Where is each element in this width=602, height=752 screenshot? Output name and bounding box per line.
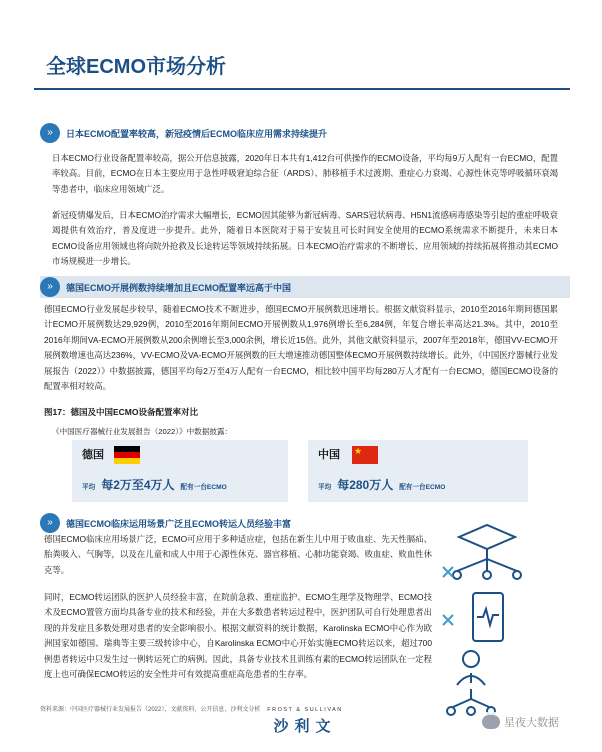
tablet-ecg-icon [473,593,503,641]
paragraph-japan-1: 日本ECMO行业设备配置率较高，据公开信息披露，2020年日本共有1,412台可供操作的ECMO设备，平均每9万人配有一台ECMO，配置率较高。目前，ECMO在日本主要应用于急性呼吸窘迫综合征（ARDS）、肺移植手术过渡期、重症心力衰竭、心源性休克等呼吸循环衰竭等患者中，临床应用领域广泛。 [52,153,558,194]
section-title: 日本ECMO配置率较高，新冠疫情后ECMO临床应用需求持续提升 [66,128,328,139]
x-mark-icon [443,567,453,577]
chevron-badge-icon: » [40,123,60,143]
section-heading-germany [40,276,570,298]
section-heading-transport [40,512,420,534]
source-note: 资料来源：中国医疗器械行业发展报告（2022），文献资料，公开信息，沙利文分析 [40,707,261,713]
country-name: 德国 [82,449,104,461]
watermark [478,712,563,732]
graduation-network-icon [453,525,521,579]
figure-subtitle: 《中国医疗器械行业发展报告（2022）》中数据披露： [52,427,233,436]
germany-flag-icon [114,446,140,464]
country-name: 中国 [318,449,340,461]
title-divider [34,88,570,90]
brand-en: FROST & SULLIVAN [267,707,343,713]
paragraph-transport-2: 同时，ECMO转运团队的医护人员经验丰富，在院前急救、重症监护、ECMO生理学及物理学、ECMO技术及ECMO置管方面均具备专业的技术和经验，并在大多数患者转运过程中，医护团队可自行处理患者出现的并发症且多数处理对患者的安全影响很小。根据文献资料的统计数据，Karolinska ECMO中心作为欧洲国家如德国、瑞典等主要三级转诊中心，自Karolinska ECMO中心开始实施ECMO转运以来，超过700例患者转运中只发生过一例转运死亡的病例。因此，具备专业技术且训练有素的ECMO转运团队在一定程度上也可确保ECMO转运的安全性并可有效提高重症高危患者的生存率。 [44,592,432,680]
figure-title: 图17：德国及中国ECMO设备配置率对比 [44,407,198,417]
paragraph-germany-1: 德国ECMO行业发展起步较早，随着ECMO技术不断进步，德国ECMO开展例数迅速增长。根据文献资料显示，2010至2016年期间德国累计ECMO开展例数达29,929例，2010至2016年期间ECMO开展例数从1,976例增长至6,284例，年复合增长率高达21.3%。其中，2010至2016年期间VA-ECMO开展例数从200余例增长至3,000余例，增长近15倍。此外，其他文献资料显示，2007年至2018年，德国VV-ECMO开展例数增速也高达236%，VV-ECMO及VA-ECMO开展例数的巨大增速推动德国整体ECMO开展例数持续增长。此外，《中国医疗器械行业发展报告（2022）》中数据披露，德国平均每2万至4万人配有一台ECMO，相比较中国平均每280万人才配有一台ECMO，德国ECMO设备的配置率相对较高。 [44,304,558,392]
section-title: 德国ECMO临床运用场景广泛且ECMO转运人员经验丰富 [66,518,292,529]
wechat-icon [482,715,500,729]
watermark-text: 星夜大数据 [504,717,559,729]
section-title: 德国ECMO开展例数持续增加且ECMO配置率远高于中国 [66,282,292,293]
brand-logo [240,707,370,736]
stat-value: 每280万人 [337,478,394,492]
doctor-network-icon [447,651,495,715]
country-card-germany [72,440,288,502]
country-card-china [308,440,528,502]
china-flag-icon: ★ [352,446,378,464]
illustration-column [437,515,537,725]
stat-prefix: 平均 [82,484,96,491]
chevron-badge-icon: » [40,513,60,533]
config-stat [318,476,445,493]
chevron-badge-icon: » [40,277,60,297]
page-title: 全球ECMO市场分析 [46,56,226,78]
brand-cn: 沙利文 [273,718,337,735]
stat-value: 每2万至4万人 [101,478,175,492]
stat-suffix: 配有一台ECMO [180,484,227,491]
stat-prefix: 平均 [318,484,332,491]
x-mark-icon [443,615,453,625]
stat-suffix: 配有一台ECMO [399,484,446,491]
config-stat [82,476,227,493]
section-heading-japan [40,122,570,144]
paragraph-transport-1: 德国ECMO临床应用场景广泛，ECMO可应用于多种适应症，包括在新生儿中用于败血症、先天性膈疝、胎粪吸入、气胸等，以及在儿童和成人中用于心源性休克、器官移植、心肺功能衰竭、败血症、败血性休克等。 [44,534,432,575]
paragraph-japan-2: 新冠疫情爆发后，日本ECMO治疗需求大幅增长，ECMO因其能够为新冠病毒、SARS冠状病毒、H5N1流感病毒感染等引起的重症呼吸衰竭提供有效治疗，普及度进一步提升。此外，随着日本医院对于易于安装且可长时间安全使用的ECMO系统需求不断提升，未来日本ECMO设备应用领域也将向院外抢救及长途转运等领域持续拓展。日本ECMO治疗需求的不断增长、应用领域的持续拓展将推动其ECMO市场规模进一步增长。 [52,210,558,267]
